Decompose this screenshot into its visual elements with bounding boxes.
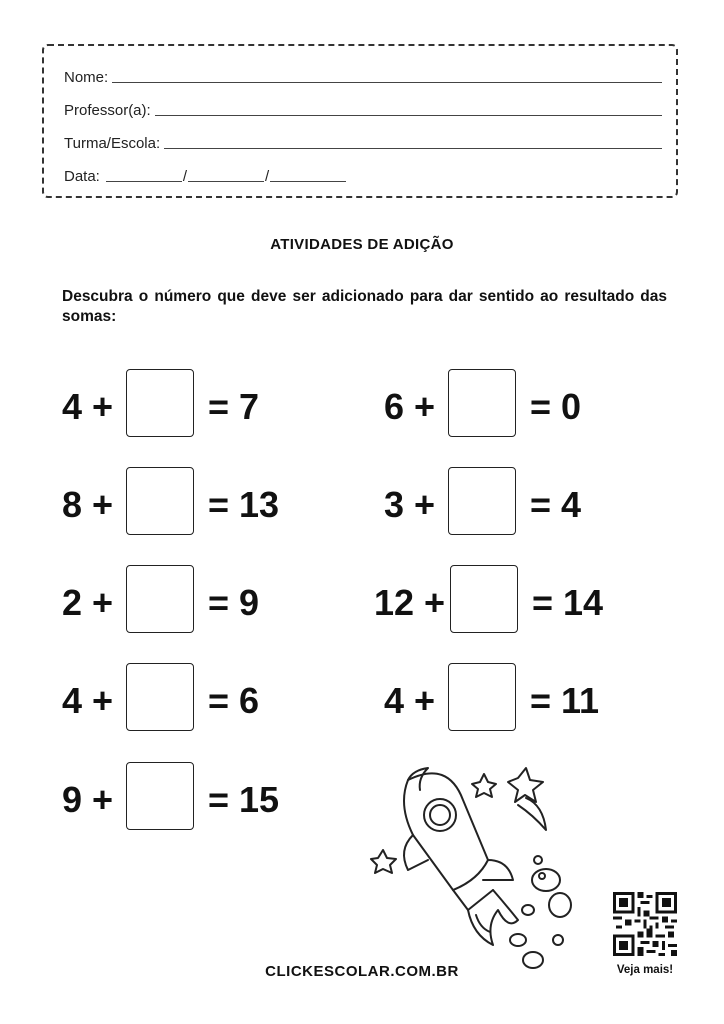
class-line[interactable] <box>164 148 662 149</box>
answer-box[interactable] <box>126 762 194 830</box>
page-title: ATIVIDADES DE ADIÇÃO <box>270 236 454 253</box>
name-line[interactable] <box>112 82 662 83</box>
equation-result: = 11 <box>530 680 600 721</box>
date-slash: / <box>182 168 188 185</box>
qr-caption: Veja mais! <box>616 964 674 976</box>
answer-box[interactable] <box>126 565 194 633</box>
star-icon <box>371 850 396 873</box>
equation-row <box>0 467 360 537</box>
name-field[interactable] <box>64 64 662 86</box>
equation-result: = 0 <box>530 386 582 427</box>
qr-code-icon[interactable] <box>613 892 677 956</box>
star-icon <box>508 768 543 802</box>
equation-addend: 12 + <box>374 582 446 623</box>
rock <box>532 869 560 891</box>
rocket-body <box>404 773 488 890</box>
answer-box[interactable] <box>450 565 518 633</box>
equation-row <box>360 663 724 733</box>
equation-result: = 15 <box>208 779 280 820</box>
name-label: Nome: <box>64 69 109 86</box>
equation-result: = 13 <box>208 484 280 525</box>
answer-box[interactable] <box>448 467 516 535</box>
teacher-label: Professor(a): <box>64 102 151 119</box>
equation-row <box>0 663 360 733</box>
rock <box>510 934 526 946</box>
equation-addend: 4 + <box>62 386 114 427</box>
instructions: Descubra o número que deve ser adicionado para dar sentido ao resultado das somas: <box>62 288 667 325</box>
equation-addend: 3 + <box>384 484 436 525</box>
rock <box>534 856 542 864</box>
rock <box>553 935 563 945</box>
equation-result: = 6 <box>208 680 260 721</box>
equation-row <box>0 762 360 832</box>
answer-box[interactable] <box>126 663 194 731</box>
equation-addend: 8 + <box>62 484 114 525</box>
answer-box[interactable] <box>448 663 516 731</box>
date-month-line[interactable] <box>188 181 264 182</box>
equation-row <box>360 565 724 635</box>
equation-addend: 9 + <box>62 779 114 820</box>
student-info-box <box>42 44 678 198</box>
equation-row <box>360 467 724 537</box>
answer-box[interactable] <box>448 369 516 437</box>
star-icon <box>472 774 496 797</box>
answer-box[interactable] <box>126 369 194 437</box>
rock <box>549 893 571 917</box>
equation-addend: 4 + <box>62 680 114 721</box>
equation-row <box>0 565 360 635</box>
teacher-field[interactable] <box>64 97 662 119</box>
date-field[interactable] <box>64 163 346 185</box>
equation-result: = 14 <box>532 582 604 623</box>
equation-addend: 6 + <box>384 386 436 427</box>
date-label: Data: <box>64 168 100 185</box>
equation-result: = 4 <box>530 484 582 525</box>
class-field[interactable] <box>64 130 662 152</box>
equation-result: = 7 <box>208 386 260 427</box>
teacher-line[interactable] <box>155 115 662 116</box>
class-label: Turma/Escola: <box>64 135 161 152</box>
date-day-line[interactable] <box>106 181 182 182</box>
answer-box[interactable] <box>126 467 194 535</box>
date-slash: / <box>265 168 270 185</box>
footer-website[interactable]: CLICKESCOLAR.COM.BR <box>265 963 459 980</box>
rocket-window <box>424 799 456 831</box>
rocket-illustration <box>368 760 578 975</box>
equation-addend: 4 + <box>384 680 436 721</box>
date-year-line[interactable] <box>270 181 346 182</box>
equation-row <box>0 369 360 439</box>
rock <box>522 905 534 915</box>
equation-result: = 9 <box>208 582 260 623</box>
equation-row <box>360 369 724 439</box>
equation-addend: 2 + <box>62 582 114 623</box>
